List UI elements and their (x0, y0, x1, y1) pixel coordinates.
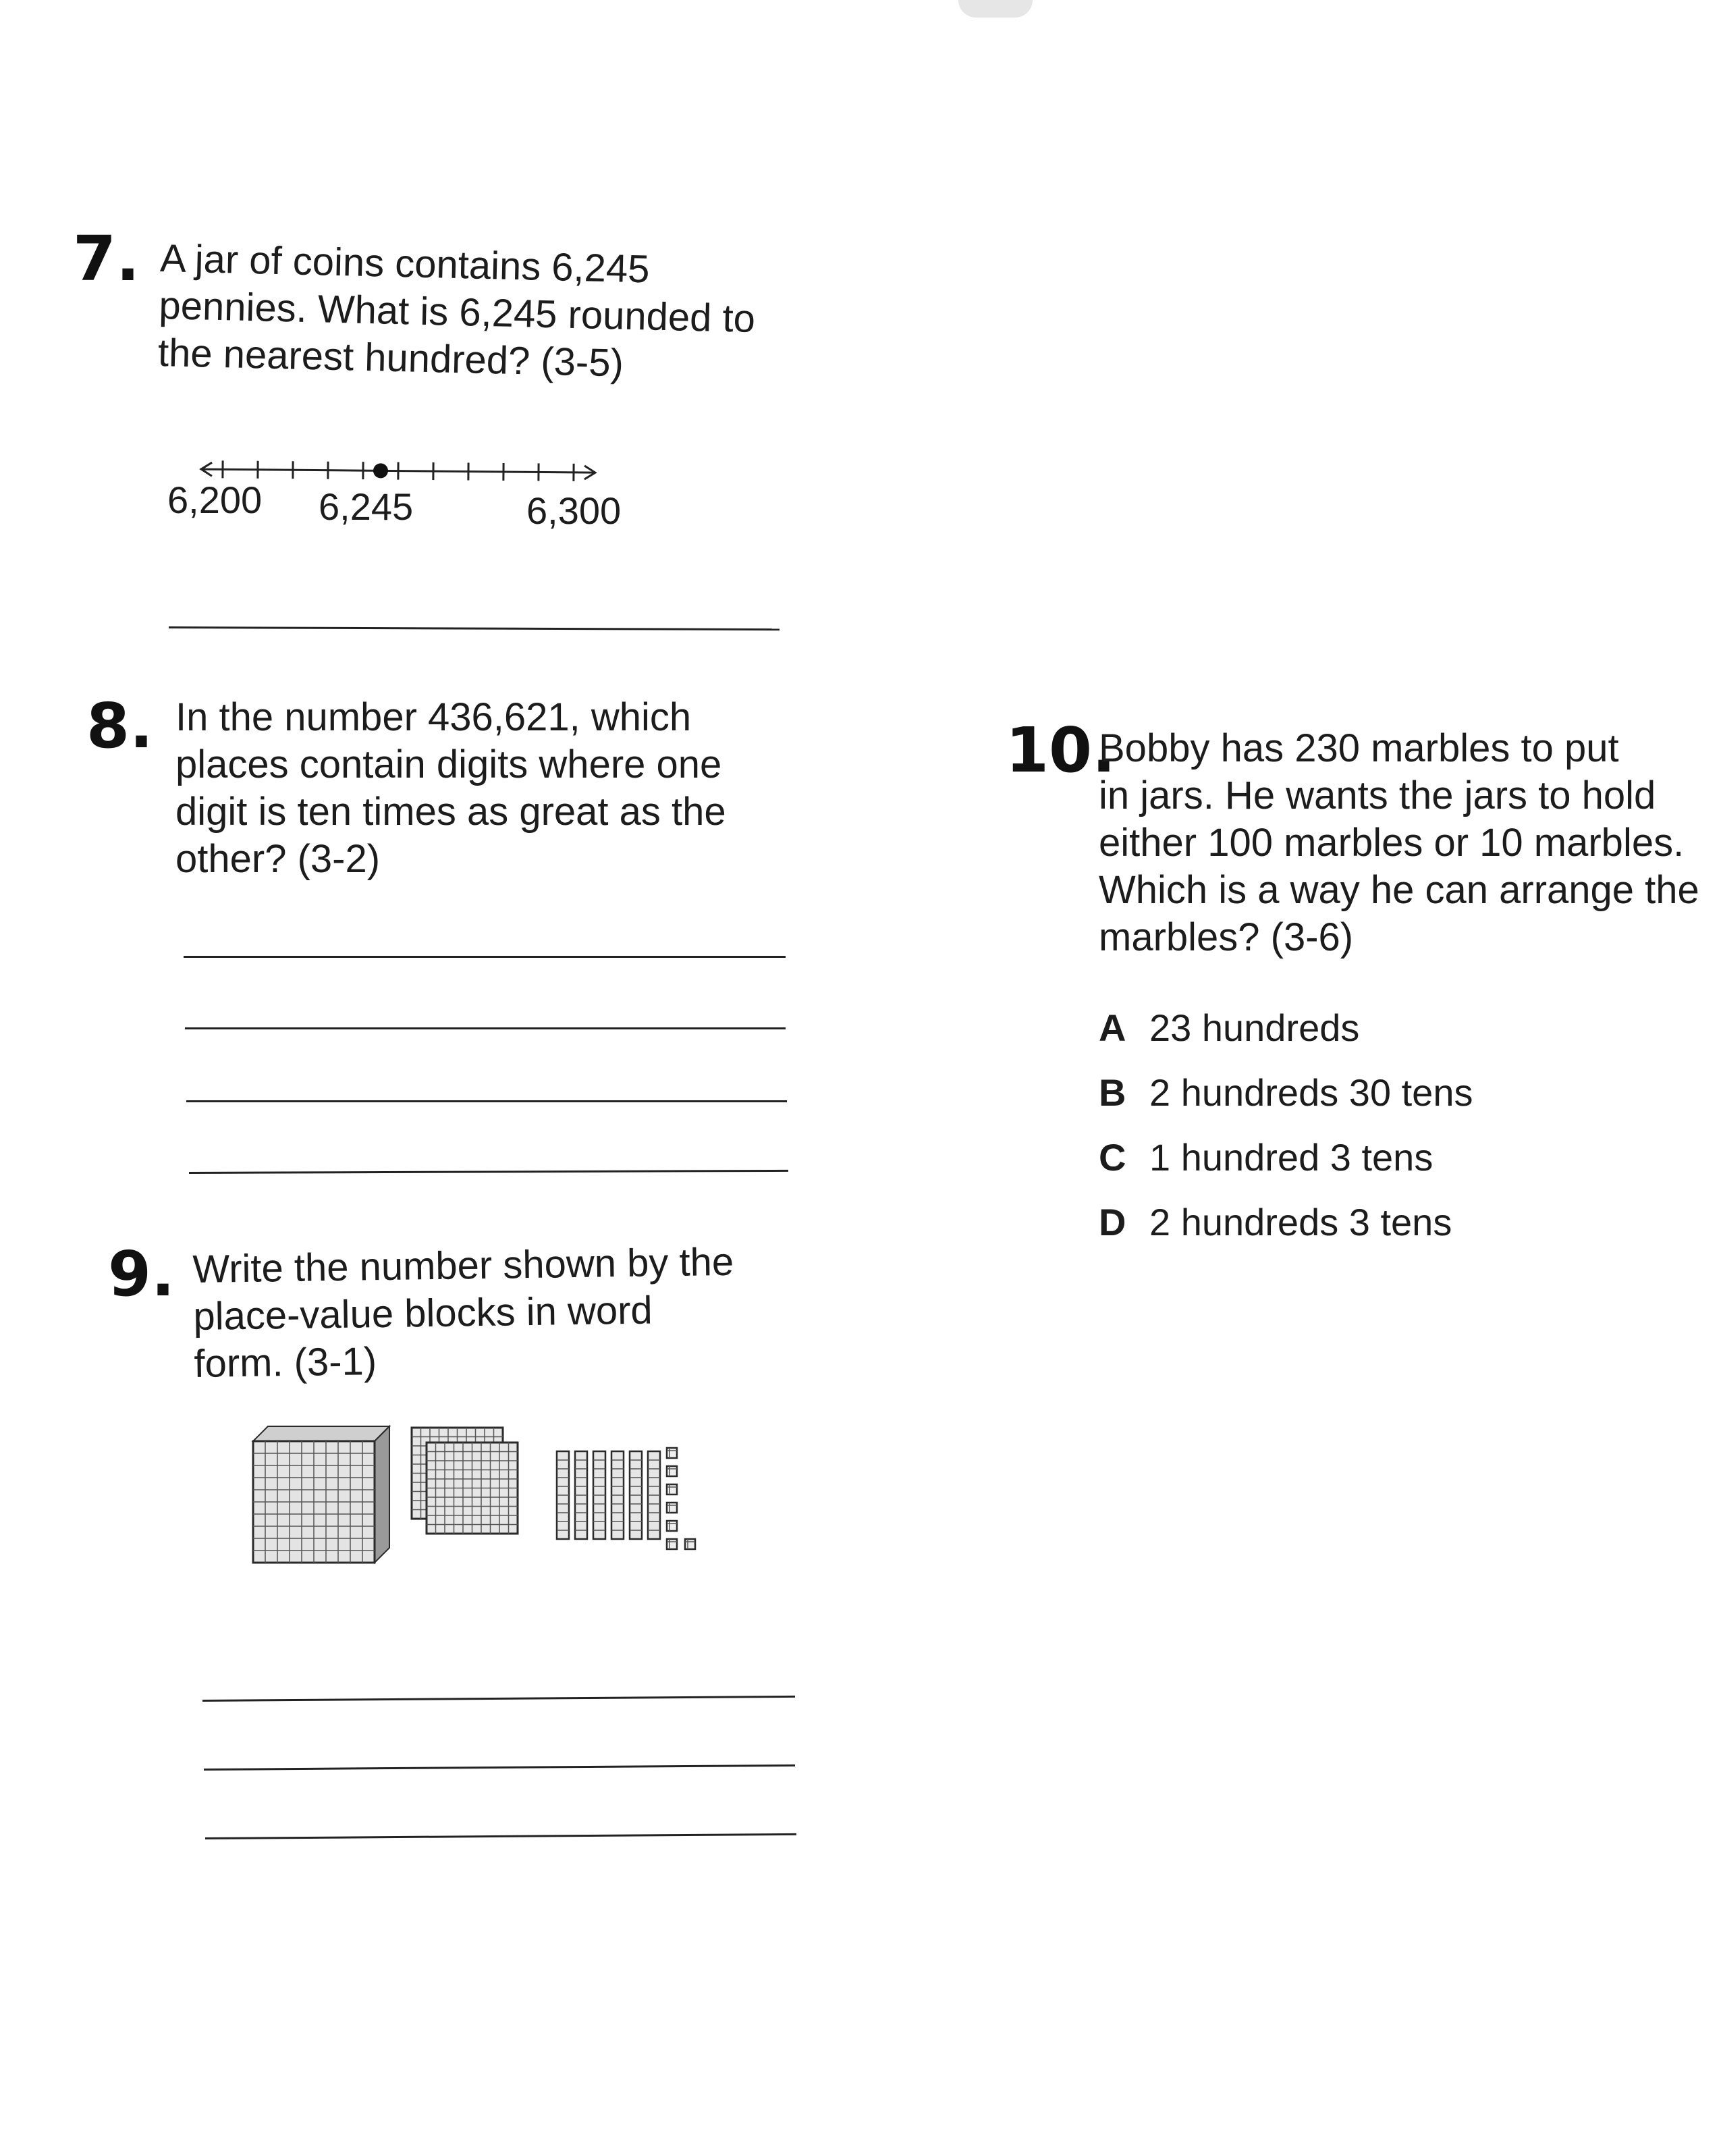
option-text: 2 hundreds 3 tens (1149, 1201, 1452, 1243)
q8-line-4: other? (3-2) (175, 837, 381, 881)
q9-line-2: place-value blocks in word (193, 1288, 653, 1339)
q10-line-4: Which is a way he can arrange the (1099, 868, 1699, 912)
option-letter: C (1099, 1136, 1126, 1179)
nl-point-6245 (373, 463, 388, 478)
q8-answer-line-3[interactable] (186, 1100, 787, 1102)
q9-line-1: Write the number shown by the (192, 1239, 734, 1291)
q10-line-5: marbles? (3-6) (1099, 915, 1354, 959)
ten-rod (575, 1451, 587, 1539)
hundred-flat (427, 1443, 518, 1534)
q7-line-3: the nearest hundred? (3-5) (157, 330, 624, 385)
thousand-cube (253, 1426, 389, 1563)
nl-label-6300: 6,300 (526, 489, 622, 532)
q8-answer-line-4[interactable] (189, 1170, 788, 1174)
ten-rod (557, 1451, 569, 1539)
q7-text (157, 235, 757, 390)
option-text: 23 hundreds (1149, 1006, 1360, 1049)
nl-label-6200: 6,200 (167, 479, 263, 521)
q9-answer-line-3[interactable] (205, 1833, 796, 1839)
ten-rod (593, 1451, 605, 1539)
q7-number: 7. (73, 223, 140, 295)
q10-line-2: in jars. He wants the jars to hold (1099, 774, 1656, 817)
ten-rod (630, 1451, 642, 1539)
q10-option-b[interactable] (1099, 1071, 1473, 1114)
one-unit (667, 1484, 677, 1494)
one-unit (685, 1539, 695, 1549)
ten-rod (648, 1451, 660, 1539)
q8-line-3: digit is ten times as great as the (175, 790, 726, 834)
q10-option-d[interactable] (1099, 1200, 1452, 1244)
one-unit (667, 1539, 677, 1549)
q8-text (175, 694, 726, 883)
one-unit (667, 1521, 677, 1531)
option-letter: B (1099, 1071, 1126, 1114)
option-text: 2 hundreds 30 tens (1149, 1071, 1473, 1114)
ten-rod (611, 1451, 624, 1539)
q8-number: 8. (86, 690, 153, 762)
q10-line-1: Bobby has 230 marbles to put (1099, 726, 1619, 770)
place-value-blocks (250, 1421, 736, 1569)
q7-line-1: A jar of coins contains 6,245 (159, 236, 651, 292)
q9-line-3: form. (3-1) (193, 1339, 377, 1386)
q10-text (1099, 725, 1699, 961)
option-letter: D (1099, 1201, 1126, 1243)
nl-label-6245: 6,245 (319, 485, 414, 528)
q8-answer-line-1[interactable] (184, 956, 786, 958)
q10-option-a[interactable] (1099, 1006, 1359, 1050)
one-unit (667, 1503, 677, 1513)
option-letter: A (1099, 1006, 1126, 1049)
q8-line-2: places contain digits where one (175, 743, 722, 786)
q10-line-3: either 100 marbles or 10 marbles. (1099, 821, 1685, 865)
one-unit (667, 1466, 677, 1476)
scan-smudge (958, 0, 1033, 18)
q9-text (192, 1239, 736, 1388)
q8-answer-line-2[interactable] (185, 1027, 786, 1029)
q9-answer-line-2[interactable] (204, 1764, 795, 1771)
q10-option-c[interactable] (1099, 1135, 1433, 1179)
q8-line-1: In the number 436,621, which (175, 695, 692, 739)
q9-number: 9. (108, 1238, 175, 1310)
q7-answer-line[interactable] (169, 626, 780, 630)
option-text: 1 hundred 3 tens (1149, 1136, 1433, 1179)
q9-answer-line-1[interactable] (202, 1696, 795, 1702)
q7-line-2: pennies. What is 6,245 rounded to (158, 283, 756, 342)
one-unit (667, 1448, 677, 1458)
q10-number: 10. (1006, 714, 1116, 786)
